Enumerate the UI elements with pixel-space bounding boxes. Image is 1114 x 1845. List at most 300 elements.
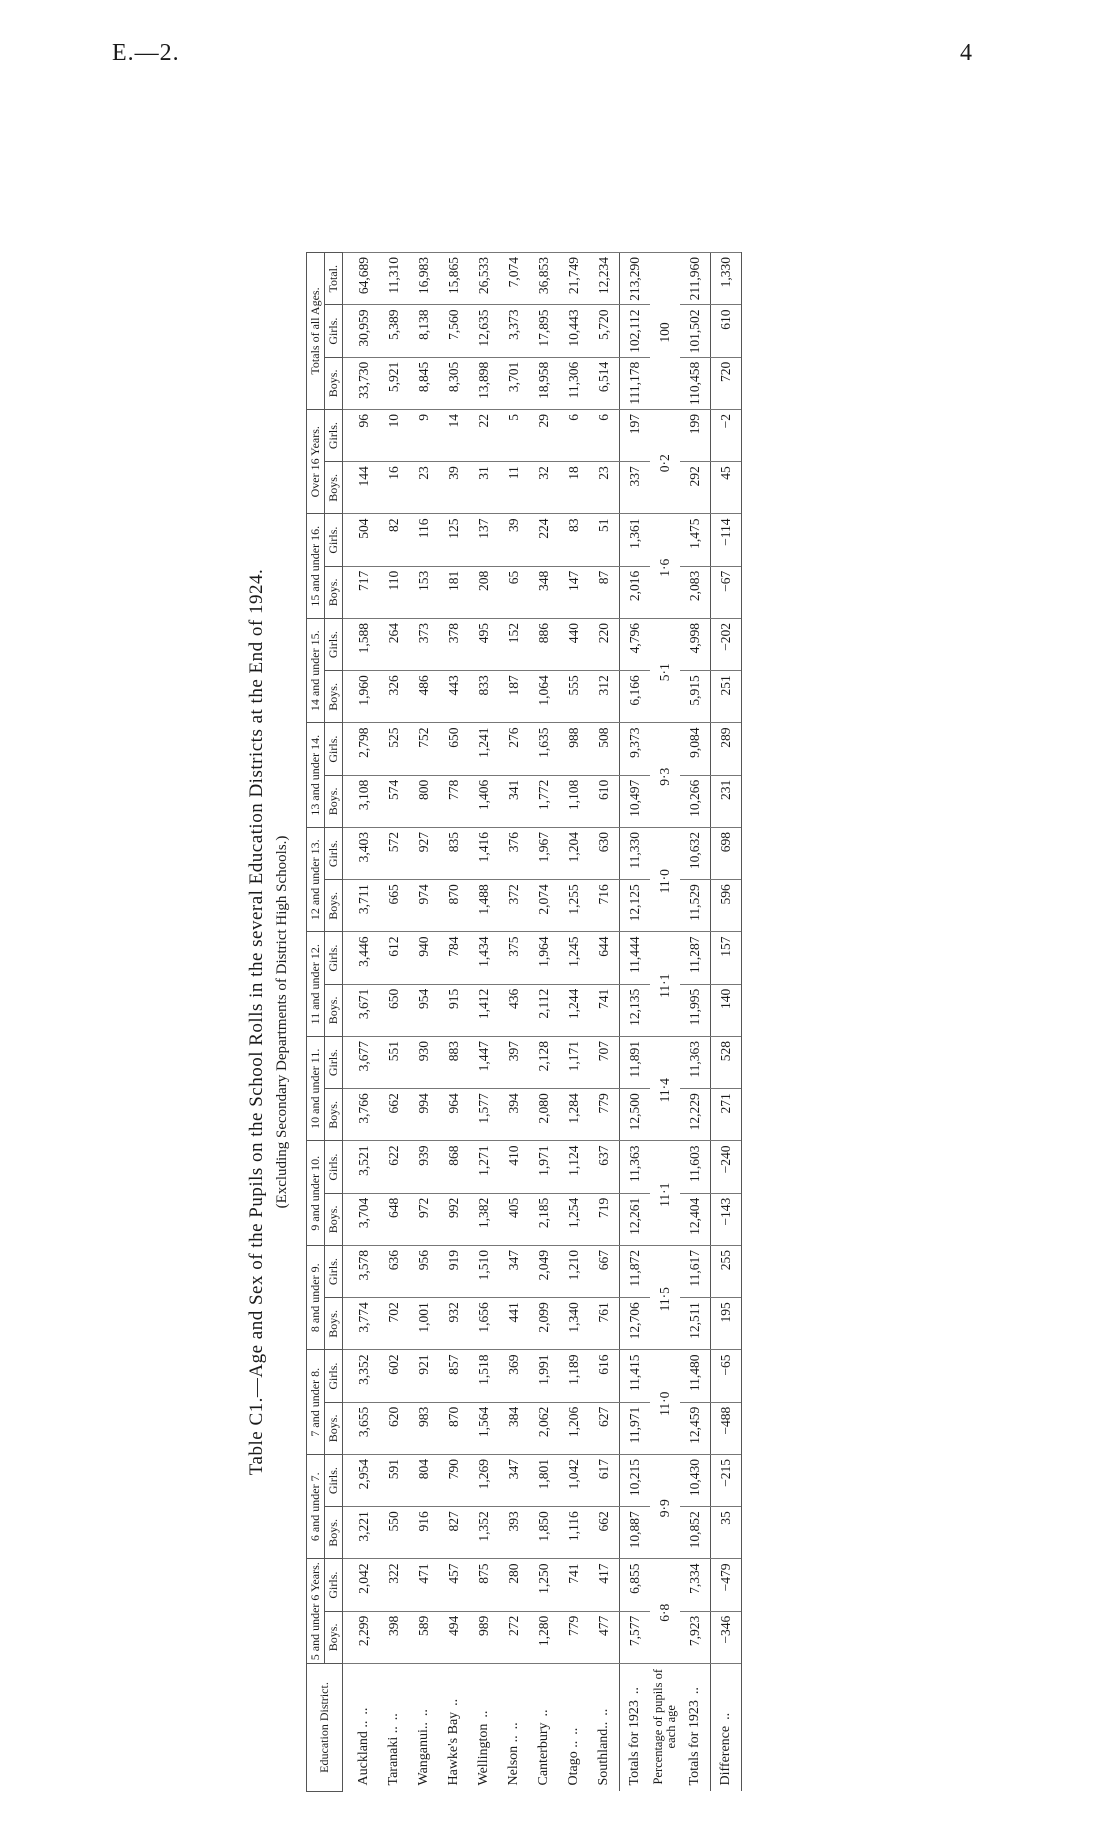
table-cell: 1,330 <box>711 253 742 306</box>
district-name: Canterbury <box>536 1722 552 1786</box>
table-cell: 939 <box>409 1141 439 1193</box>
table-cell: 1,250 <box>529 1559 559 1611</box>
table-cell: 627 <box>589 1402 620 1454</box>
sex-header-total: Total. <box>325 253 343 306</box>
table-cell: 187 <box>499 671 529 723</box>
table-cell: 36,853 <box>529 253 559 306</box>
table-cell: 1,064 <box>529 671 559 723</box>
table-cell: 620 <box>379 1402 409 1454</box>
table-cell: 1,577 <box>469 1089 499 1141</box>
table-cell: 289 <box>711 723 742 775</box>
table-cell: 10,430 <box>680 1455 711 1507</box>
table-cell: 919 <box>439 1246 469 1298</box>
page-ref: E.—2. <box>112 40 180 66</box>
district-name: Hawke's Bay <box>446 1711 462 1786</box>
table-cell: 2,080 <box>529 1089 559 1141</box>
table-cell: 12,404 <box>680 1193 711 1245</box>
sex-header-girls: Girls. <box>325 1246 343 1298</box>
table-cell: 702 <box>379 1298 409 1350</box>
table-cell: 11,415 <box>620 1350 651 1402</box>
table-cell: 10,632 <box>680 828 711 880</box>
table-cell: 1,254 <box>559 1193 589 1245</box>
table-cell: 1,204 <box>559 828 589 880</box>
table-cell: −479 <box>711 1559 742 1611</box>
table-cell: 11,480 <box>680 1350 711 1402</box>
table-cell: 551 <box>379 1037 409 1089</box>
table-cell: 1,488 <box>469 880 499 932</box>
district-name: Auckland .. <box>356 1720 372 1786</box>
table-cell: 21,749 <box>559 253 589 306</box>
table-cell: 1,416 <box>469 828 499 880</box>
table-cell: 650 <box>379 984 409 1036</box>
table-row <box>559 253 589 1792</box>
percentage-row <box>650 253 680 1792</box>
table-cell: 2,798 <box>343 723 380 775</box>
rotated-table-block <box>246 252 1114 1792</box>
table-cell: 1,382 <box>469 1193 499 1245</box>
table-cell: 224 <box>529 514 559 566</box>
sex-header-boys: Boys. <box>325 1193 343 1245</box>
table-cell: 784 <box>439 932 469 984</box>
table-cell: 602 <box>379 1350 409 1402</box>
table-cell: 197 <box>620 410 651 462</box>
leader-dots: .. <box>386 1713 402 1721</box>
table-cell: 2,299 <box>343 1611 380 1663</box>
percentage-cell: 11·4 <box>650 1037 680 1142</box>
table-cell: 9,084 <box>680 723 711 775</box>
table-cell: 410 <box>499 1141 529 1193</box>
table-cell: 572 <box>379 828 409 880</box>
page-number: 4 <box>960 40 972 66</box>
table-cell: −2 <box>711 410 742 462</box>
table-cell: 954 <box>409 984 439 1036</box>
table-cell: 64,689 <box>343 253 380 306</box>
table-row <box>589 253 620 1792</box>
table-cell: 477 <box>589 1611 620 1663</box>
sex-header-boys: Boys. <box>325 462 343 514</box>
table-cell: −67 <box>711 566 742 618</box>
table-cell: 471 <box>409 1559 439 1611</box>
percentage-label: Percentage of pupils of each age <box>650 1664 680 1792</box>
table-cell: 11,617 <box>680 1246 711 1298</box>
table-cell: 741 <box>559 1559 589 1611</box>
age-sex-table <box>306 252 742 1792</box>
table-cell: 443 <box>439 671 469 723</box>
table-cell: 2,099 <box>529 1298 559 1350</box>
table-cell: 255 <box>711 1246 742 1298</box>
table-cell: 940 <box>409 932 439 984</box>
table-cell: 144 <box>343 462 380 514</box>
table-cell: 369 <box>499 1350 529 1402</box>
table-cell: 11,363 <box>680 1037 711 1089</box>
table-cell: −65 <box>711 1350 742 1402</box>
table-cell: 82 <box>379 514 409 566</box>
table-cell: 525 <box>379 723 409 775</box>
table-cell: 276 <box>499 723 529 775</box>
sex-header-boys: Boys. <box>325 671 343 723</box>
table-cell: 441 <box>499 1298 529 1350</box>
table-cell: 1,340 <box>559 1298 589 1350</box>
table-cell: 9 <box>409 410 439 462</box>
table-cell: 5,389 <box>379 305 409 357</box>
table-cell: 12,706 <box>620 1298 651 1350</box>
table-cell: 417 <box>589 1559 620 1611</box>
table-cell: 15,865 <box>439 253 469 306</box>
table-cell: 800 <box>409 775 439 827</box>
sex-header-girls: Girls. <box>325 619 343 671</box>
table-cell: 397 <box>499 1037 529 1089</box>
table-cell: 1,475 <box>680 514 711 566</box>
percentage-cell: 11·1 <box>650 1141 680 1246</box>
age-group-header: 12 and under 13. <box>307 828 325 933</box>
table-cell: 790 <box>439 1455 469 1507</box>
table-cell: 1,352 <box>469 1507 499 1559</box>
table-cell: 39 <box>439 462 469 514</box>
table-cell: 1,269 <box>469 1455 499 1507</box>
table-cell: 152 <box>499 619 529 671</box>
table-cell: 610 <box>711 305 742 357</box>
district-column-header: Education District. <box>307 1664 343 1792</box>
table-cell: 312 <box>589 671 620 723</box>
table-cell: 11,363 <box>620 1141 651 1193</box>
table-cell: 2,112 <box>529 984 559 1036</box>
table-cell: 405 <box>499 1193 529 1245</box>
table-cell: 83 <box>559 514 589 566</box>
table-cell: 1,635 <box>529 723 559 775</box>
sex-header-girls: Girls. <box>325 1141 343 1193</box>
age-group-header: Totals of all Ages. <box>307 253 325 410</box>
table-cell: 1,991 <box>529 1350 559 1402</box>
district-name: Wanganui.. <box>416 1722 432 1786</box>
table-cell: 11,603 <box>680 1141 711 1193</box>
table-cell: 1,656 <box>469 1298 499 1350</box>
table-row <box>343 253 380 1792</box>
table-cell: 3,671 <box>343 984 380 1036</box>
table-cell: 31 <box>469 462 499 514</box>
table-cell: −215 <box>711 1455 742 1507</box>
table-cell: 992 <box>439 1193 469 1245</box>
table-cell: 195 <box>711 1298 742 1350</box>
sex-header-girls: Girls. <box>325 305 343 357</box>
table-cell: 393 <box>499 1507 529 1559</box>
table-cell: 181 <box>439 566 469 618</box>
age-group-header: 5 and under 6 Years. <box>307 1559 325 1664</box>
district-name: Difference <box>718 1725 734 1786</box>
table-cell: 17,895 <box>529 305 559 357</box>
table-cell: 3,677 <box>343 1037 380 1089</box>
table-cell: 636 <box>379 1246 409 1298</box>
table-cell: 23 <box>409 462 439 514</box>
table-cell: 7,334 <box>680 1559 711 1611</box>
table-cell: −143 <box>711 1193 742 1245</box>
table-cell: 10,887 <box>620 1507 651 1559</box>
percentage-cell: 11·0 <box>650 1350 680 1455</box>
table-cell: 347 <box>499 1455 529 1507</box>
table-cell: 574 <box>379 775 409 827</box>
table-cell: 14 <box>439 410 469 462</box>
table-cell: 1,361 <box>620 514 651 566</box>
table-cell: 337 <box>620 462 651 514</box>
table-cell: 18,958 <box>529 357 559 409</box>
table-cell: 2,185 <box>529 1193 559 1245</box>
table-cell: 2,042 <box>343 1559 380 1611</box>
table-cell: 7,577 <box>620 1611 651 1663</box>
percentage-cell: 11·5 <box>650 1246 680 1351</box>
table-cell: 440 <box>559 619 589 671</box>
table-cell: 3,521 <box>343 1141 380 1193</box>
table-cell: 716 <box>589 880 620 932</box>
table-cell: 835 <box>439 828 469 880</box>
table-cell: 868 <box>439 1141 469 1193</box>
table-cell: 32 <box>529 462 559 514</box>
table-cell: 16,983 <box>409 253 439 306</box>
table-cell: 13,898 <box>469 357 499 409</box>
sex-header-girls: Girls. <box>325 1037 343 1089</box>
percentage-cell: 9·9 <box>650 1455 680 1560</box>
sex-header-boys: Boys. <box>325 984 343 1036</box>
percentage-cell: 11·1 <box>650 932 680 1037</box>
table-cell: 665 <box>379 880 409 932</box>
table-cell: 140 <box>711 984 742 1036</box>
table-cell: 827 <box>439 1507 469 1559</box>
table-title: Table C1.—Age and Sex of the Pupils on the School Rolls in the several Education Districts at the End of 1924. <box>246 568 267 1476</box>
table-cell: 8,138 <box>409 305 439 357</box>
leader-dots: .. <box>718 1712 734 1720</box>
table-cell: 110 <box>379 566 409 618</box>
table-cell: 199 <box>680 410 711 462</box>
table-cell: 921 <box>409 1350 439 1402</box>
table-cell: 102,112 <box>620 305 651 357</box>
leader-dots: .. <box>687 1687 703 1695</box>
table-cell: 508 <box>589 723 620 775</box>
table-cell: 698 <box>711 828 742 880</box>
table-cell: 45 <box>711 462 742 514</box>
table-cell: 650 <box>439 723 469 775</box>
table-cell: 1,772 <box>529 775 559 827</box>
table-cell: 1,447 <box>469 1037 499 1089</box>
table-cell: 33,730 <box>343 357 380 409</box>
table-cell: 2,083 <box>680 566 711 618</box>
table-cell: 964 <box>439 1089 469 1141</box>
table-cell: 761 <box>589 1298 620 1350</box>
leader-dots: .. <box>356 1707 372 1715</box>
table-cell: 1,241 <box>469 723 499 775</box>
percentage-cell: 1·6 <box>650 514 680 619</box>
table-cell: 4,796 <box>620 619 651 671</box>
table-cell: 1,108 <box>559 775 589 827</box>
table-cell: 116 <box>409 514 439 566</box>
district-name: Southland.. <box>596 1721 612 1786</box>
sex-header-girls: Girls. <box>325 932 343 984</box>
sex-header-boys: Boys. <box>325 1507 343 1559</box>
table-cell: 1,412 <box>469 984 499 1036</box>
table-cell: −202 <box>711 619 742 671</box>
table-cell: 18 <box>559 462 589 514</box>
table-cell: 251 <box>711 671 742 723</box>
totals-row <box>620 253 651 1792</box>
sex-header-girls: Girls. <box>325 1350 343 1402</box>
table-body <box>343 253 742 1792</box>
district-name: Totals for 1923 <box>687 1700 703 1786</box>
table-cell: 779 <box>589 1089 620 1141</box>
table-cell: 11,310 <box>379 253 409 306</box>
table-cell: 457 <box>439 1559 469 1611</box>
percentage-cell: 9·3 <box>650 723 680 828</box>
sex-header-boys: Boys. <box>325 880 343 932</box>
table-cell: 1,280 <box>529 1611 559 1663</box>
leader-dots: .. <box>566 1727 582 1735</box>
table-cell: 3,774 <box>343 1298 380 1350</box>
table-cell: 11,444 <box>620 932 651 984</box>
table-cell: 231 <box>711 775 742 827</box>
table-cell: 348 <box>529 566 559 618</box>
table-cell: 8,305 <box>439 357 469 409</box>
table-cell: 1,001 <box>409 1298 439 1350</box>
table-cell: 1,967 <box>529 828 559 880</box>
table-cell: 717 <box>343 566 380 618</box>
header-row-sex <box>325 253 343 1792</box>
sex-header-boys: Boys. <box>325 775 343 827</box>
age-group-header: 10 and under 11. <box>307 1037 325 1142</box>
table-cell: 372 <box>499 880 529 932</box>
table-cell: 1,271 <box>469 1141 499 1193</box>
table-cell: 719 <box>589 1193 620 1245</box>
table-cell: 2,074 <box>529 880 559 932</box>
table-cell: 3,373 <box>499 305 529 357</box>
header-row-age-groups <box>307 253 325 1792</box>
district-name: Wellington <box>476 1723 492 1786</box>
sex-header-boys: Boys. <box>325 1611 343 1663</box>
table-cell: 610 <box>589 775 620 827</box>
table-cell: 630 <box>589 828 620 880</box>
sex-header-boys: Boys. <box>325 1089 343 1141</box>
table-cell: 886 <box>529 619 559 671</box>
table-cell: 616 <box>589 1350 620 1402</box>
sex-header-boys: Boys. <box>325 357 343 409</box>
table-cell: 23 <box>589 462 620 514</box>
table-cell: 870 <box>439 1402 469 1454</box>
table-cell: 2,016 <box>620 566 651 618</box>
table-cell: 264 <box>379 619 409 671</box>
leader-dots: .. <box>476 1710 492 1718</box>
district-name: Totals for 1923 <box>627 1700 643 1786</box>
table-cell: 26,533 <box>469 253 499 306</box>
table-cell: 16 <box>379 462 409 514</box>
table-cell: 596 <box>711 880 742 932</box>
table-cell: 486 <box>409 671 439 723</box>
age-group-header: 7 and under 8. <box>307 1350 325 1455</box>
table-cell: 137 <box>469 514 499 566</box>
table-cell: 12,635 <box>469 305 499 357</box>
percentage-cell: 6·8 <box>650 1559 680 1664</box>
table-cell: 3,446 <box>343 932 380 984</box>
table-cell: 12,261 <box>620 1193 651 1245</box>
table-cell: 779 <box>559 1611 589 1663</box>
table-cell: 22 <box>469 410 499 462</box>
table-subtitle: (Excluding Secondary Departments of District High Schools.) <box>274 835 290 1209</box>
leader-dots: .. <box>416 1709 432 1717</box>
table-cell: 5,720 <box>589 305 620 357</box>
table-cell: 12,234 <box>589 253 620 306</box>
table-cell: 211,960 <box>680 253 711 306</box>
table-cell: 12,229 <box>680 1089 711 1141</box>
table-cell: 12,135 <box>620 984 651 1036</box>
table-cell: 7,074 <box>499 253 529 306</box>
table-cell: 644 <box>589 932 620 984</box>
table-cell: 870 <box>439 880 469 932</box>
table-cell: 550 <box>379 1507 409 1559</box>
table-cell: 1,189 <box>559 1350 589 1402</box>
table-cell: 1,564 <box>469 1402 499 1454</box>
table-cell: 6,166 <box>620 671 651 723</box>
table-cell: 30,959 <box>343 305 380 357</box>
table-cell: 11,971 <box>620 1402 651 1454</box>
table-cell: 1,244 <box>559 984 589 1036</box>
table-cell: 11 <box>499 462 529 514</box>
table-cell: 12,125 <box>620 880 651 932</box>
table-cell: 157 <box>711 932 742 984</box>
table-row <box>469 253 499 1792</box>
table-cell: 1,588 <box>343 619 380 671</box>
sex-header-girls: Girls. <box>325 723 343 775</box>
table-cell: 974 <box>409 880 439 932</box>
table-cell: 10,266 <box>680 775 711 827</box>
table-cell: 833 <box>469 671 499 723</box>
table-cell: −488 <box>711 1402 742 1454</box>
table-cell: 12,500 <box>620 1089 651 1141</box>
table-cell: 1,171 <box>559 1037 589 1089</box>
table-cell: 778 <box>439 775 469 827</box>
table-cell: 1,406 <box>469 775 499 827</box>
table-cell: 3,711 <box>343 880 380 932</box>
table-cell: 11,995 <box>680 984 711 1036</box>
leader-dots: .. <box>536 1709 552 1717</box>
table-cell: 11,529 <box>680 880 711 932</box>
table-cell: 6 <box>589 410 620 462</box>
table-cell: 11,891 <box>620 1037 651 1089</box>
table-cell: 7,923 <box>680 1611 711 1663</box>
table-cell: 1,964 <box>529 932 559 984</box>
table-cell: 87 <box>589 566 620 618</box>
table-cell: 752 <box>409 723 439 775</box>
sex-header-girls: Girls. <box>325 828 343 880</box>
table-cell: 927 <box>409 828 439 880</box>
age-group-header: 9 and under 10. <box>307 1141 325 1246</box>
sex-header-girls: Girls. <box>325 514 343 566</box>
table-cell: 916 <box>409 1507 439 1559</box>
sex-header-girls: Girls. <box>325 410 343 462</box>
table-cell: 10,215 <box>620 1455 651 1507</box>
table-cell: 384 <box>499 1402 529 1454</box>
table-cell: 612 <box>379 932 409 984</box>
table-cell: 662 <box>589 1507 620 1559</box>
table-cell: 6,855 <box>620 1559 651 1611</box>
table-cell: 394 <box>499 1089 529 1141</box>
table-row <box>379 253 409 1792</box>
table-cell: 9,373 <box>620 723 651 775</box>
table-cell: 11,287 <box>680 932 711 984</box>
table-cell: 12,459 <box>680 1402 711 1454</box>
table-cell: 11,330 <box>620 828 651 880</box>
table-cell: 494 <box>439 1611 469 1663</box>
table-cell: 7,560 <box>439 305 469 357</box>
table-row <box>439 253 469 1792</box>
table-cell: 622 <box>379 1141 409 1193</box>
table-cell: 617 <box>589 1455 620 1507</box>
table-cell: 326 <box>379 671 409 723</box>
table-cell: 989 <box>469 1611 499 1663</box>
leader-dots: .. <box>446 1698 462 1706</box>
